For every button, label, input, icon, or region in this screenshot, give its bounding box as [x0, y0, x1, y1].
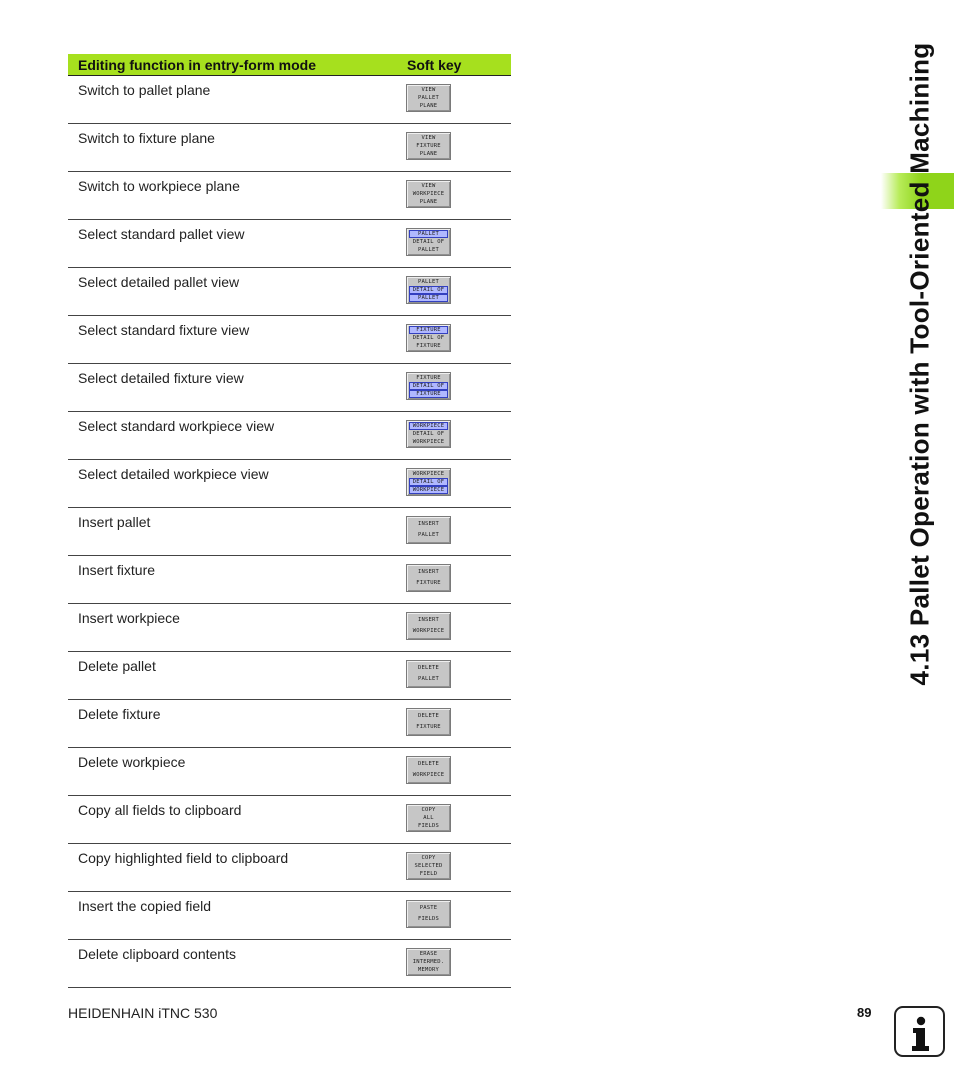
softkey-label: PASTE	[419, 905, 438, 911]
softkey-button[interactable]	[406, 132, 451, 160]
softkey-label: WORKPIECE	[412, 439, 445, 445]
function-label: Switch to workpiece plane	[78, 178, 240, 194]
softkey-label: PALLET	[417, 676, 440, 682]
table-row	[68, 748, 511, 796]
softkey-button[interactable]	[406, 756, 451, 784]
softkey-button[interactable]	[406, 84, 451, 112]
softkey-button[interactable]	[406, 612, 451, 640]
table-row	[68, 172, 511, 220]
softkey-label: FIXTURE	[409, 390, 448, 398]
table-row	[68, 700, 511, 748]
softkey-label: FIXTURE	[416, 143, 441, 149]
function-label: Insert workpiece	[78, 610, 180, 626]
softkey-label: PLANE	[419, 199, 438, 205]
softkey-label: VIEW	[421, 87, 436, 93]
table-row	[68, 124, 511, 172]
softkey-label: VIEW	[421, 135, 436, 141]
softkey-button[interactable]	[406, 564, 451, 592]
softkey-label: DELETE	[417, 713, 440, 719]
function-label: Select detailed fixture view	[78, 370, 244, 386]
chapter-title: 4.13 Pallet Operation with Tool-Oriented Machining	[904, 42, 935, 686]
table-row	[68, 940, 511, 988]
function-label: Select detailed workpiece view	[78, 466, 269, 482]
function-label: Insert the copied field	[78, 898, 212, 914]
softkey-label: FIXTURE	[409, 326, 448, 334]
softkey-label: INSERT	[417, 521, 440, 527]
function-label: Select standard workpiece view	[78, 418, 275, 434]
table-row	[68, 508, 511, 556]
softkey-label: ALL	[423, 815, 434, 821]
table-row	[68, 268, 511, 316]
softkey-label: FIELDS	[417, 823, 440, 829]
softkey-label: FIXTURE	[416, 375, 441, 381]
softkey-label: WORKPIECE	[412, 628, 445, 634]
softkey-label: WORKPIECE	[409, 422, 448, 430]
softkey-label: PALLET	[417, 247, 440, 253]
function-label: Copy all fields to clipboard	[78, 802, 242, 818]
table-body	[68, 75, 511, 988]
softkey-label: DETAIL OF	[412, 335, 445, 341]
softkey-button[interactable]	[406, 324, 451, 352]
function-label: Delete clipboard contents	[78, 946, 236, 962]
function-label: Switch to fixture plane	[78, 130, 215, 146]
softkey-label: PALLET	[417, 279, 440, 285]
softkey-label: DETAIL OF	[409, 478, 448, 486]
function-label: Select standard fixture view	[78, 322, 250, 338]
function-label: Delete workpiece	[78, 754, 186, 770]
table-row	[68, 604, 511, 652]
table-row	[68, 796, 511, 844]
softkey-label: PALLET	[417, 532, 440, 538]
softkey-label: DETAIL OF	[412, 239, 445, 245]
function-label: Copy highlighted field to clipboard	[78, 850, 289, 866]
table-row	[68, 460, 511, 508]
softkey-table	[68, 54, 511, 988]
softkey-label: WORKPIECE	[412, 191, 445, 197]
softkey-label: VIEW	[421, 183, 436, 189]
header-function: Editing function in entry-form mode	[78, 56, 316, 73]
table-row	[68, 556, 511, 604]
table-row	[68, 76, 511, 124]
function-label: Select standard pallet view	[78, 226, 245, 242]
softkey-button[interactable]	[406, 276, 451, 304]
table-row	[68, 412, 511, 460]
footer-product: HEIDENHAIN iTNC 530	[68, 1005, 218, 1021]
function-label: Delete fixture	[78, 706, 161, 722]
softkey-label: PALLET	[417, 95, 440, 101]
softkey-label: COPY	[421, 855, 436, 861]
softkey-button[interactable]	[406, 420, 451, 448]
softkey-label: PALLET	[409, 294, 448, 302]
softkey-button[interactable]	[406, 708, 451, 736]
softkey-label: WORKPIECE	[412, 772, 445, 778]
table-row	[68, 220, 511, 268]
softkey-button[interactable]	[406, 900, 451, 928]
softkey-label: INSERT	[417, 617, 440, 623]
softkey-label: FIXTURE	[416, 343, 441, 349]
info-icon	[894, 1006, 945, 1057]
softkey-button[interactable]	[406, 468, 451, 496]
softkey-label: INTERMED.	[412, 959, 445, 965]
softkey-label: FIELD	[419, 871, 438, 877]
softkey-label: DELETE	[417, 665, 440, 671]
softkey-label: ERASE	[419, 951, 438, 957]
table-row	[68, 844, 511, 892]
softkey-button[interactable]	[406, 228, 451, 256]
softkey-label: FIXTURE	[416, 580, 441, 586]
softkey-label: WORKPIECE	[409, 486, 448, 494]
softkey-button[interactable]	[406, 948, 451, 976]
softkey-label: DETAIL OF	[409, 382, 448, 390]
page-number: 89	[857, 1005, 872, 1020]
table-row	[68, 316, 511, 364]
function-label: Insert pallet	[78, 514, 151, 530]
softkey-button[interactable]	[406, 372, 451, 400]
softkey-label: WORKPIECE	[412, 471, 445, 477]
softkey-label: DELETE	[417, 761, 440, 767]
softkey-label: INSERT	[417, 569, 440, 575]
function-label: Delete pallet	[78, 658, 156, 674]
softkey-label: MEMORY	[417, 967, 440, 973]
softkey-label: PLANE	[419, 103, 438, 109]
softkey-label: DETAIL OF	[412, 431, 445, 437]
table-row	[68, 652, 511, 700]
table-header	[68, 54, 511, 75]
softkey-button[interactable]	[406, 180, 451, 208]
softkey-button[interactable]	[406, 852, 451, 880]
header-softkey: Soft key	[407, 56, 462, 73]
softkey-label: FIELDS	[417, 916, 440, 922]
softkey-label: PALLET	[409, 230, 448, 238]
softkey-label: FIXTURE	[416, 724, 441, 730]
function-label: Select detailed pallet view	[78, 274, 240, 290]
softkey-label: SELECTED	[414, 863, 443, 869]
softkey-button[interactable]	[406, 660, 451, 688]
softkey-button[interactable]	[406, 804, 451, 832]
softkey-label: COPY	[421, 807, 436, 813]
table-row	[68, 892, 511, 940]
table-row	[68, 364, 511, 412]
chapter-title-sidebar	[904, 42, 935, 686]
function-label: Insert fixture	[78, 562, 156, 578]
softkey-label: DETAIL OF	[409, 286, 448, 294]
softkey-label: PLANE	[419, 151, 438, 157]
function-label: Switch to pallet plane	[78, 82, 211, 98]
softkey-button[interactable]	[406, 516, 451, 544]
